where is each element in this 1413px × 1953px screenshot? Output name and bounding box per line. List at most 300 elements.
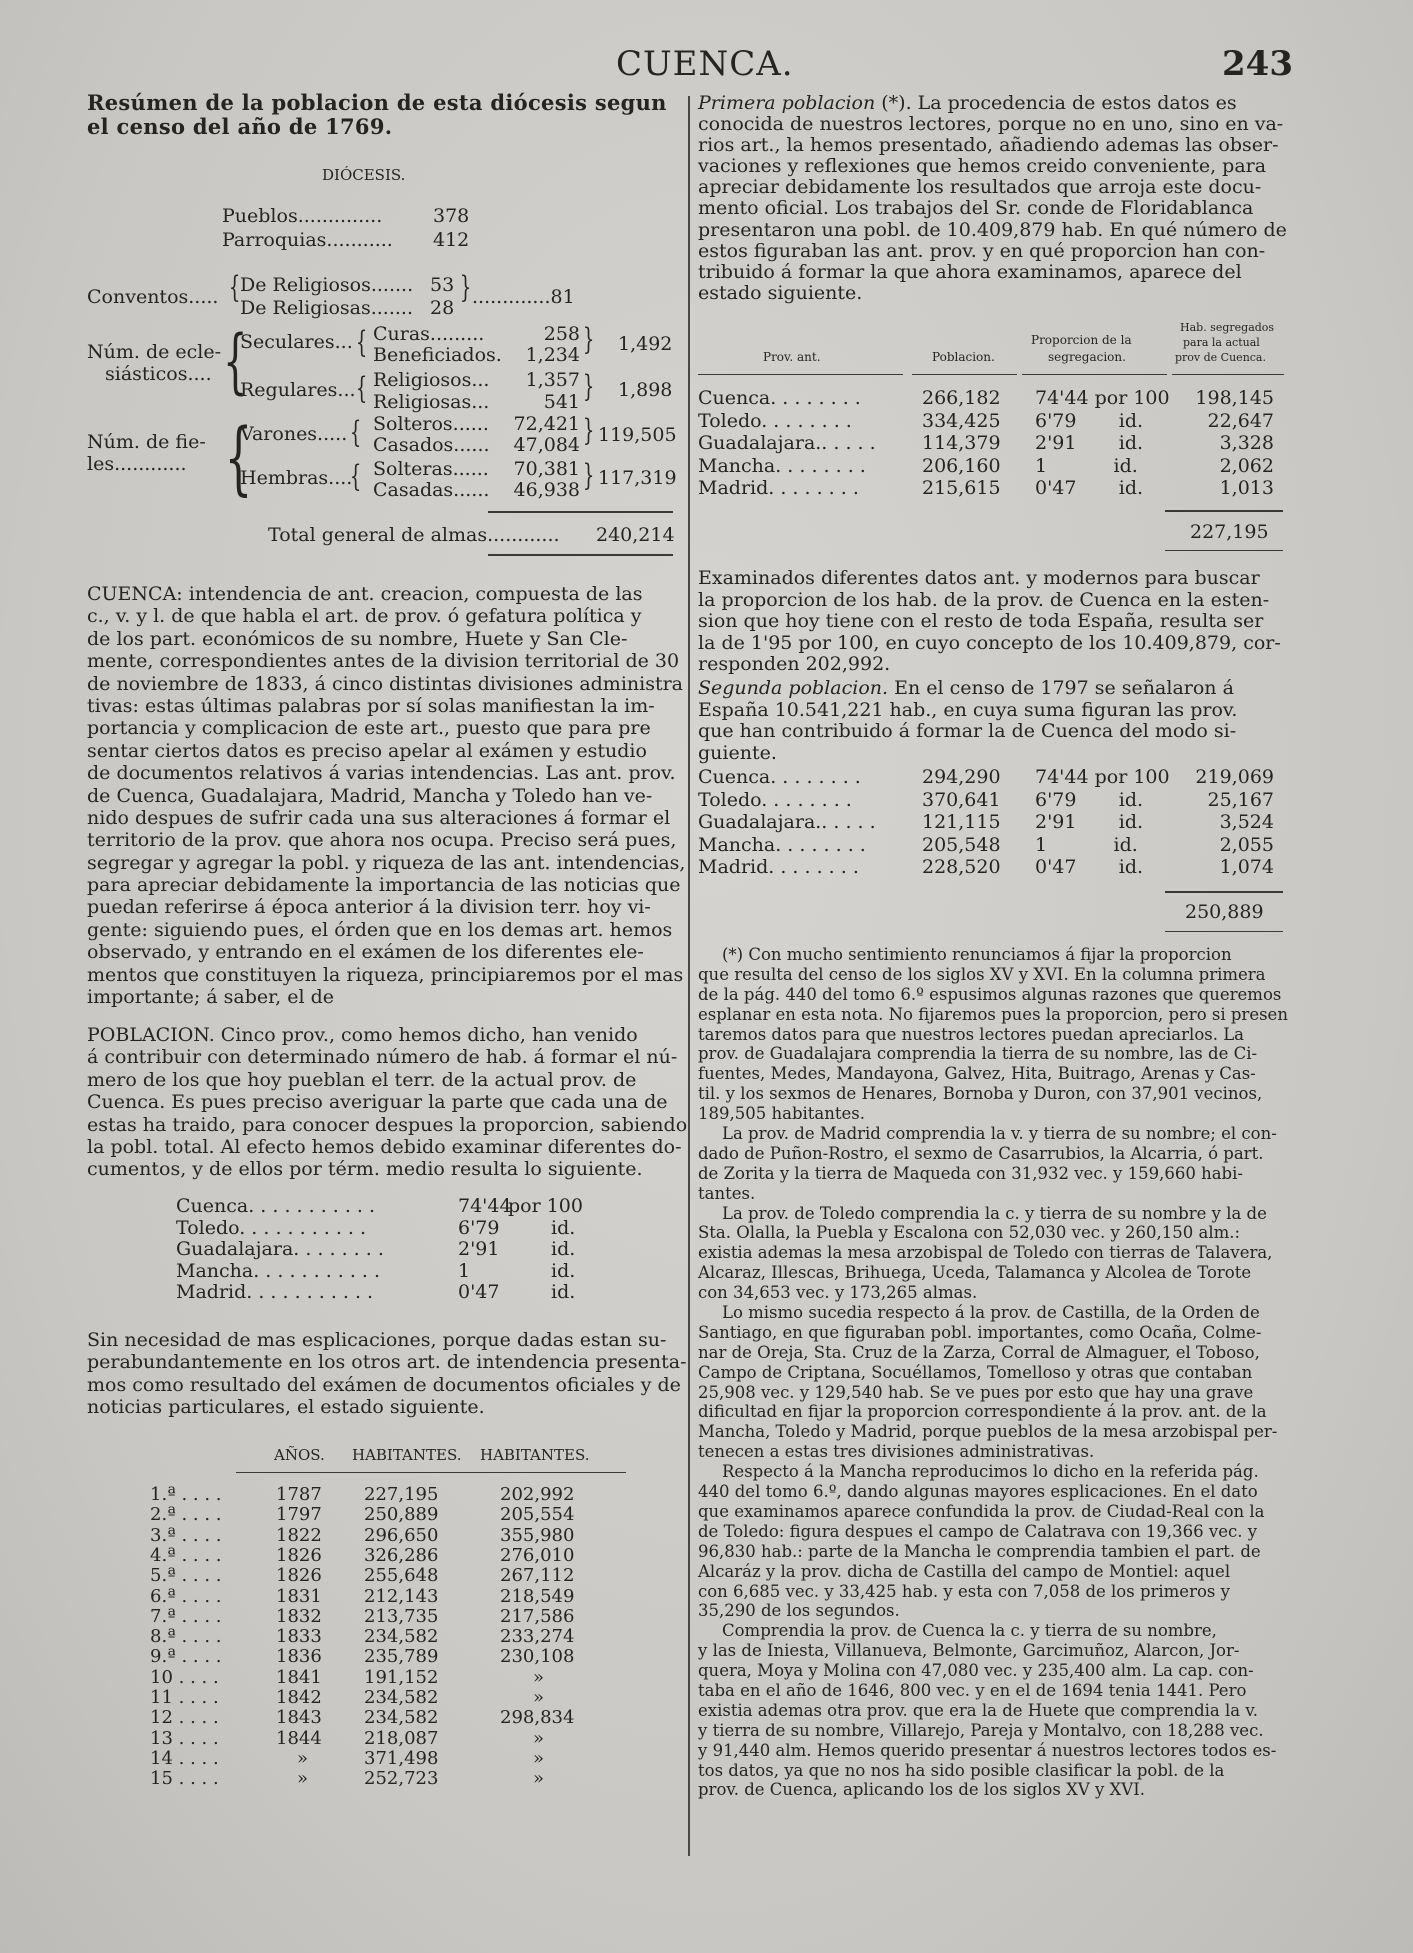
- text-line: mero de los que hoy pueblan el terr. de la actual prov. de: [87, 1068, 637, 1091]
- beneficiados-value: 1,234: [525, 344, 580, 366]
- table-prov: Madrid. . . . . . . .: [698, 856, 859, 878]
- text-line: CUENCA: intendencia de ant. creacion, compuesta de las: [87, 583, 643, 605]
- census-hab-2: »: [533, 1687, 545, 1708]
- text-line: prov. de Guadalajara comprendia la tierra de su nombre, las de Ci-: [698, 1044, 1258, 1064]
- text-line: gente: siguiendo pues, el órden que en los demas art. hemos: [87, 918, 673, 941]
- table-2-total: 250,889: [1185, 901, 1264, 923]
- census-hab-1: 213,735: [364, 1605, 439, 1627]
- table-poblacion: 114,379: [922, 432, 1001, 454]
- table-segregados: 219,069: [1195, 766, 1274, 788]
- table-prov: Guadalajara.. . . . .: [698, 432, 876, 454]
- text-line: que han contribuido á formar la de Cuenca del modo si-: [698, 720, 1237, 742]
- census-index: 14 . . . .: [150, 1747, 219, 1769]
- column-divider: [688, 96, 690, 1856]
- seculares-total: 1,492: [618, 333, 673, 355]
- text-line: taremos datos para que nuestros lectores puedan apreciarlos. La: [698, 1024, 1244, 1044]
- proportion-value: 74'44: [458, 1195, 512, 1217]
- curas-value: 258: [543, 323, 580, 345]
- religiosas-ecl-value: 541: [543, 391, 580, 413]
- header-rule: [912, 374, 1017, 375]
- text-line: c., v. y l. de que habla el art. de prov. ó gefatura política y: [87, 605, 642, 628]
- varones-total: 119,505: [598, 424, 677, 446]
- census-hab-2: 205,554: [500, 1504, 575, 1526]
- header-proporcion-1: Proporcion de la: [1031, 333, 1132, 347]
- census-hab-2: 267,112: [500, 1565, 575, 1587]
- census-hab-1: 218,087: [364, 1727, 439, 1749]
- text-line: Examinados diferentes datos ant. y modernos para buscar: [698, 567, 1260, 589]
- text-line: sion que hoy tiene con el resto de toda España, resulta ser: [698, 610, 1264, 632]
- brace: {: [355, 325, 368, 360]
- italic-lead: Segunda poblacion.: [698, 677, 889, 699]
- text-line: mento oficial. Los trabajos del Sr. conde de Floridablanca: [698, 197, 1254, 220]
- brace: }: [582, 458, 595, 493]
- table-poblacion: 215,615: [922, 477, 1001, 499]
- intro-paragraph: [87, 583, 686, 1009]
- table-prov: Mancha. . . . . . . .: [698, 454, 866, 477]
- text-line: tivas: estas últimas palabras por sí solas manifiestan la im-: [87, 694, 655, 717]
- footnote-paragraph: [698, 1204, 1283, 1303]
- table-segregados: 3,524: [1219, 811, 1274, 833]
- census-year: 1826: [276, 1565, 322, 1587]
- text-line: presentaron una pobl. de 10.409,879 hab. En qué número de: [698, 218, 1287, 241]
- text-line: cumentos, y de ellos por térm. medio resulta lo siguiente.: [87, 1158, 643, 1181]
- census-index: 7.ª . . . .: [150, 1605, 222, 1627]
- text-line: apreciar debidamente los resultados que arroja este docu-: [698, 176, 1262, 199]
- proportion-value: 6'79: [458, 1216, 500, 1239]
- total-almas-label: Total general de almas............: [268, 524, 560, 546]
- solteros-value: 72,421: [513, 413, 580, 435]
- census-year: 1841: [276, 1666, 322, 1688]
- table-segregados: 2,062: [1219, 454, 1274, 477]
- text-line: importante; á saber, el de: [87, 986, 334, 1009]
- conventos-label: Conventos.....: [87, 286, 219, 308]
- census-hab-1: 250,889: [364, 1504, 439, 1526]
- text-line: responden 202,992.: [698, 653, 891, 675]
- sum-rule: [1165, 550, 1283, 551]
- census-hab-1: 234,582: [364, 1626, 439, 1648]
- text-line: tenecen a estas tres divisiones administrativas.: [698, 1442, 1095, 1462]
- text-line: La prov. de Madrid comprendia la v. y tierra de su nombre; el con-: [722, 1124, 1277, 1144]
- text-line: para apreciar debidamente la importancia de las noticias que: [87, 874, 681, 897]
- brace: }: [582, 322, 595, 357]
- header-rule: [1022, 374, 1167, 375]
- census-index: 10 . . . .: [150, 1666, 219, 1688]
- text-line: Cuenca. Es pues preciso averiguar la parte que cada una de: [87, 1091, 668, 1114]
- text-line: fuentes, Medes, Mandayona, Galvez, Hita, Buitrago, Arenas y Cas-: [698, 1064, 1256, 1084]
- brace: }: [582, 369, 595, 404]
- text-line: y 91,440 alm. Hemos querido presentar á nuestros lectores todos es-: [698, 1740, 1277, 1760]
- census-hab-1: 212,143: [364, 1585, 439, 1607]
- text-line: 440 del tomo 6.º, dando algunas mayores esplicaciones. En el dato: [698, 1482, 1258, 1502]
- total-rule: [488, 554, 673, 556]
- religiosas-label: De Religiosas.......: [240, 297, 414, 319]
- text-line: (*) Con mucho sentimiento renunciamos á fijar la proporcion: [722, 945, 1232, 964]
- census-year: 1822: [276, 1524, 322, 1546]
- text-line: tribuido á formar la que ahora examinamos, aparece del: [698, 260, 1242, 283]
- text-line: Sta. Olalla, la Puebla y Escalona con 52,030 vec. y 260,150 alm.:: [698, 1223, 1241, 1243]
- proportion-unit: id.: [551, 1216, 576, 1239]
- text-line: portancia y complicacion de este art., puesto que para pre: [87, 717, 651, 740]
- text-line: guiente.: [698, 741, 777, 764]
- text-line: vaciones y reflexiones que hemos creido conveniente, para: [698, 155, 1267, 178]
- text-line: España 10.541,221 hab., en cuya suma figuran las prov.: [698, 698, 1238, 721]
- census-hab-1: 235,789: [364, 1646, 439, 1668]
- table-segregados: 198,145: [1195, 387, 1274, 409]
- table-poblacion: 294,290: [922, 766, 1001, 788]
- text-line: segregar y agregar la pobl. y riqueza de las ant. intendencias,: [87, 851, 686, 874]
- regulares-label: Regulares...: [240, 379, 356, 401]
- table-segregados: 2,055: [1219, 833, 1274, 856]
- census-hab-1: 296,650: [364, 1524, 439, 1546]
- sin-paragraph: [87, 1329, 687, 1420]
- text-line: la proporcion de los hab. de la prov. de Cuenca en la esten-: [698, 588, 1270, 611]
- text-line: 189,505 habitantes.: [698, 1104, 865, 1124]
- religiosos-value: 53: [430, 274, 455, 296]
- text-line: de los part. económicos de su nombre, Huete y San Cle-: [87, 627, 628, 650]
- text-line: Alcaráz y la prov. dicha de Castilla del campo de Montiel: aquel: [698, 1561, 1231, 1581]
- census-year: 1843: [276, 1707, 322, 1729]
- table-1-total: 227,195: [1190, 521, 1269, 543]
- parroquias-label: Parroquias...........: [222, 229, 393, 251]
- census-index: 15 . . . .: [150, 1768, 219, 1790]
- casadas-value: 46,938: [513, 479, 580, 501]
- table-prov: Mancha. . . . . . . .: [698, 833, 866, 856]
- solteras-label: Solteras......: [373, 458, 489, 480]
- text-line: mentos que constituyen la riqueza, principiaremos por el mas: [87, 963, 684, 986]
- table-poblacion: 121,115: [922, 811, 1001, 833]
- header-rule: [698, 374, 903, 375]
- text-line: y las de Iniesta, Villanueva, Belmonte, Garcimuñoz, Alarcon, Jor-: [698, 1641, 1240, 1661]
- brace: {: [349, 459, 362, 494]
- sum-rule: [1165, 891, 1283, 893]
- pueblos-value: 378: [433, 205, 470, 227]
- text-line: la de 1'95 por 100, en cuyo concepto de los 10.409,879, cor-: [698, 631, 1281, 654]
- table-poblacion: 334,425: [922, 409, 1001, 432]
- text-line: nar de Oreja, Sta. Cruz de la Zarza, Corral de Almaguer, el Toboso,: [698, 1342, 1260, 1362]
- text-line: La prov. de Toledo comprendia la c. y tierra de su nombre y la de: [722, 1203, 1267, 1223]
- table-prov: Toledo. . . . . . . .: [698, 788, 852, 811]
- census-year: 1842: [276, 1687, 322, 1708]
- text-line: 35,290 de los segundos.: [698, 1601, 900, 1621]
- diocesis-label: DIÓCESIS.: [322, 166, 406, 184]
- proportion-name: Madrid. . . . . . . . . . .: [176, 1281, 374, 1303]
- pueblos-label: Pueblos..............: [222, 205, 383, 227]
- proportion-unit: id.: [551, 1259, 576, 1282]
- census-hab-2: 217,586: [500, 1605, 575, 1627]
- running-header-title: CUENCA.: [616, 44, 794, 84]
- summary-heading-line-1: Resúmen de la poblacion de esta diócesis segun: [87, 90, 667, 115]
- census-index: 5.ª . . . .: [150, 1565, 222, 1587]
- text-line: Primera poblacion (*). La procedencia de estos datos es: [698, 92, 1237, 114]
- hembras-total: 117,319: [598, 467, 677, 489]
- header-hab-1: Hab. segregados: [1180, 321, 1275, 334]
- proportion-name: Toledo. . . . . . . . . . .: [176, 1216, 367, 1239]
- primera-poblacion-paragraph: [698, 92, 1287, 304]
- census-header-hab-1: HABITANTES.: [352, 1446, 462, 1464]
- footnote-paragraph: [698, 1124, 1283, 1204]
- text-line: existia ademas la mesa arzobispal de Toledo con tierras de Talavera,: [698, 1243, 1273, 1263]
- header-prov: Prov. ant.: [763, 350, 821, 364]
- text-line: Santiago, en que figuraban pobl. importantes, como Ocaña, Colme-: [698, 1322, 1262, 1342]
- proportion-unit: id.: [551, 1238, 576, 1260]
- table-poblacion: 206,160: [922, 454, 1001, 477]
- text-line: la pobl. total. Al efecto hemos debido examinar diferentes do-: [87, 1135, 682, 1158]
- census-hab-2: 233,274: [500, 1626, 575, 1648]
- religiosos-ecl-value: 1,357: [525, 369, 580, 391]
- text-line: dificultad en fijar la proporcion correspondiente á la prov. ant. de la: [698, 1402, 1267, 1422]
- text-line: que examinamos aparece confundida la prov. de Ciudad-Real con la: [698, 1501, 1265, 1521]
- footnote-paragraph: [698, 1303, 1283, 1462]
- eclesiasticos-label-1: Núm. de ecle-: [87, 341, 222, 363]
- proportion-value: 1: [458, 1259, 471, 1282]
- table-segregados: 1,013: [1219, 477, 1274, 499]
- religiosos-label: De Religiosos.......: [240, 274, 414, 296]
- text-line: dado de Puñon-Rostro, el sexmo de Casarrubios, la Alcarria, ó part.: [698, 1143, 1264, 1163]
- text-line: conocida de nuestros lectores, porque no en uno, sino en va-: [698, 113, 1284, 136]
- seculares-label: Seculares...: [240, 331, 353, 353]
- text-line: perabundantemente en los otros art. de intendencia presenta-: [87, 1351, 687, 1374]
- total-almas-value: 240,214: [596, 524, 675, 546]
- table-segregados: 22,647: [1207, 409, 1274, 432]
- census-hab-2: »: [533, 1768, 545, 1790]
- census-index: 8.ª . . . .: [150, 1626, 222, 1648]
- table-proporcion: 6'79 id.: [1035, 788, 1144, 811]
- census-hab-2: 230,108: [500, 1646, 575, 1668]
- census-hab-1: 234,582: [364, 1707, 439, 1729]
- brace: }: [582, 413, 595, 448]
- religiosas-ecl-label: Religiosas...: [373, 391, 490, 413]
- text-line: taba en el año de 1646, 800 vec. y en el de 1694 tenia 1441. Pero: [698, 1680, 1247, 1700]
- table-proporcion: 74'44 por 100: [1035, 766, 1170, 788]
- census-hab-2: »: [533, 1747, 545, 1769]
- text-line: y tierra de su nombre, Villarejo, Pareja y Montalvo, con 18,288 vec.: [698, 1720, 1264, 1740]
- table-prov: Cuenca. . . . . . . .: [698, 766, 861, 788]
- parroquias-value: 412: [433, 229, 470, 251]
- census-index: 2.ª . . . .: [150, 1504, 222, 1526]
- sum-rule: [1165, 510, 1283, 512]
- text-line: Lo mismo sucedia respecto á la prov. de Castilla, de la Orden de: [722, 1303, 1260, 1323]
- sum-rule: [488, 511, 673, 513]
- text-line: con 6,685 vec. y 33,425 hab. y esta con 7,058 de los primeros y: [698, 1581, 1230, 1601]
- italic-lead: Primera poblacion: [698, 92, 876, 114]
- header-proporcion-2: segregacion.: [1048, 350, 1126, 364]
- text-line: Mancha, Toledo y Madrid, porque pueblos de la mesa arzobispal per-: [698, 1422, 1278, 1442]
- text-line: Alcaraz, Illescas, Brihuega, Uceda, Talamanca y Alcolea de Torote: [698, 1263, 1252, 1283]
- text-line: á contribuir con determinado número de hab. á formar el nú-: [87, 1046, 678, 1069]
- table-prov: Madrid. . . . . . . .: [698, 477, 859, 499]
- header-poblacion: Poblacion.: [932, 350, 995, 364]
- census-year: 1844: [276, 1727, 322, 1749]
- census-hab-1: 252,723: [364, 1768, 439, 1790]
- brace: {: [228, 270, 241, 305]
- census-hab-1: 255,648: [364, 1565, 439, 1587]
- beneficiados-label: Beneficiados.: [373, 344, 502, 366]
- census-year: 1831: [276, 1585, 322, 1607]
- religiosos-ecl-label: Religiosos...: [373, 369, 490, 391]
- census-index: 3.ª . . . .: [150, 1524, 222, 1546]
- text-line: POBLACION. Cinco prov., como hemos dicho, han venido: [87, 1024, 638, 1046]
- page-number: 243: [1222, 44, 1293, 84]
- casados-value: 47,084: [513, 434, 580, 456]
- census-hab-1: 234,582: [364, 1687, 439, 1708]
- varones-label: Varones.....: [240, 423, 348, 445]
- census-hab-1: 371,498: [364, 1747, 439, 1769]
- text-line: nido despues de sufrir cada una sus alteraciones á formar el: [87, 806, 671, 829]
- text-line: territorio de la prov. que ahora nos ocupa. Preciso será pues,: [87, 829, 677, 852]
- census-index: 4.ª . . . .: [150, 1544, 222, 1566]
- text-line: de Zorita y la tierra de Maqueda con 31,932 vec. y 159,660 habi-: [698, 1163, 1243, 1183]
- census-year: 1832: [276, 1605, 322, 1627]
- census-index: 6.ª . . . .: [150, 1585, 222, 1607]
- text-line: quera, Moya y Molina con 47,080 vec. y 235,400 alm. La cap. con-: [698, 1661, 1254, 1681]
- census-hab-1: 227,195: [364, 1484, 439, 1505]
- footnote: [698, 945, 1288, 1800]
- census-year: 1787: [276, 1484, 322, 1505]
- sum-rule: [1165, 931, 1283, 932]
- table-poblacion: 205,548: [922, 833, 1001, 856]
- text-line: Sin necesidad de mas esplicaciones, porque dadas estan su-: [87, 1329, 667, 1351]
- census-hab-2: 355,980: [500, 1524, 575, 1546]
- census-year: 1836: [276, 1646, 322, 1668]
- text-line: que resulta del censo de los siglos XV y XVI. En la columna primera: [698, 964, 1266, 984]
- text-line: tos datos, ya que no nos ha sido posible clasificar la pobl. de la: [698, 1760, 1225, 1780]
- examinados-paragraph: [698, 568, 1282, 676]
- brace: {: [349, 415, 362, 450]
- census-index: 9.ª . . . .: [150, 1646, 222, 1668]
- census-hab-2: 202,992: [500, 1484, 575, 1505]
- text-line: estas ha traido, para conocer despues la proporcion, sabiendo: [87, 1113, 688, 1136]
- census-header-hab-2: HABITANTES.: [480, 1446, 590, 1464]
- solteras-value: 70,381: [513, 458, 580, 480]
- hembras-label: Hembras....: [240, 467, 353, 489]
- conventos-total: .............81: [472, 286, 575, 308]
- summary-heading-line-2: el censo del año de 1769.: [87, 114, 393, 139]
- casados-label: Casados......: [373, 434, 490, 456]
- text-line: Comprendia la prov. de Cuenca la c. y tierra de su nombre,: [722, 1621, 1217, 1641]
- curas-label: Curas.........: [373, 323, 485, 345]
- footnote-paragraph: [698, 1462, 1283, 1621]
- census-hab-2: 298,834: [500, 1707, 575, 1729]
- table-proporcion: 2'91 id.: [1035, 432, 1144, 454]
- table-segregados: 1,074: [1219, 856, 1274, 878]
- table-proporcion: 0'47 id.: [1035, 477, 1144, 499]
- text-line: noticias particulares, el estado siguiente.: [87, 1396, 485, 1419]
- brace: }: [459, 270, 472, 305]
- text-line: Segunda poblacion. En el censo de 1797 se señalaron á: [698, 677, 1234, 699]
- brace: {: [355, 371, 368, 406]
- table-proporcion: 6'79 id.: [1035, 409, 1144, 432]
- census-header-years: AÑOS.: [274, 1446, 325, 1464]
- proportion-name: Mancha. . . . . . . . . . .: [176, 1259, 381, 1282]
- text-line: 96,830 hab.: parte de la Mancha le comprendia tambien el part. de: [698, 1541, 1261, 1561]
- text-line: tantes.: [698, 1183, 756, 1203]
- header-hab-2: para la actual: [1183, 336, 1260, 349]
- table-proporcion: 1 id.: [1035, 454, 1138, 477]
- text-line: de Toledo: figura despues el campo de Calatrava con 19,366 vec. y: [698, 1521, 1258, 1541]
- census-hab-2: 276,010: [500, 1544, 575, 1566]
- text-line: mos como resultado del exámen de documentos oficiales y de: [87, 1373, 681, 1396]
- table-poblacion: 266,182: [922, 387, 1001, 409]
- census-index: 11 . . . .: [150, 1687, 219, 1708]
- table-proporcion: 2'91 id.: [1035, 811, 1144, 833]
- header-hab-3: prov de Cuenca.: [1175, 351, 1266, 364]
- census-hab-1: 326,286: [364, 1544, 439, 1566]
- table-poblacion: 228,520: [922, 856, 1001, 878]
- text-line: Campo de Criptana, Socuéllamos, Tomelloso y otras que contaban: [698, 1362, 1253, 1382]
- text-line: Respecto á la Mancha reproducimos lo dicho en la referida pág.: [722, 1462, 1259, 1482]
- text-line: de noviembre de 1833, á cinco distintas divisiones administra: [87, 672, 684, 695]
- census-hab-2: 218,549: [500, 1585, 575, 1607]
- fieles-label-1: Núm. de fie-: [87, 431, 206, 453]
- text-line: de documentos relativos á varias intendencias. Las ant. prov.: [87, 762, 676, 785]
- text-line: de Cuenca, Guadalajara, Madrid, Mancha y Toledo han ve-: [87, 784, 653, 807]
- table-proporcion: 0'47 id.: [1035, 856, 1144, 878]
- proportion-name: Cuenca. . . . . . . . . . .: [176, 1195, 376, 1217]
- text-line: observado, y entrando en el exámen de los diferentes ele-: [87, 941, 644, 964]
- text-line: puedan referirse á época anterior á la division terr. hoy vi-: [87, 896, 651, 919]
- census-year: 1826: [276, 1544, 322, 1566]
- text-line: existia ademas otra prov. que era la de Huete que comprendia la v.: [698, 1700, 1258, 1720]
- census-index: 12 . . . .: [150, 1707, 219, 1729]
- census-index: 1.ª . . . .: [150, 1484, 222, 1505]
- fieles-label-2: les............: [87, 453, 187, 475]
- text-line: estos figuraban las ant. prov. y en qué proporcion han con-: [698, 239, 1266, 262]
- census-year: »: [297, 1747, 309, 1769]
- text-line: de la pág. 440 del tomo 6.º espusimos algunas razones que queremos: [698, 984, 1282, 1004]
- text-line: mente, correspondientes antes de la division territorial de 30: [87, 650, 680, 673]
- census-year: 1833: [276, 1626, 322, 1648]
- text-line: con 34,653 vec. y 173,265 almas.: [698, 1283, 978, 1303]
- census-index: 13 . . . .: [150, 1727, 219, 1749]
- table-poblacion: 370,641: [922, 788, 1001, 811]
- footnote-paragraph: [698, 945, 1288, 1124]
- text-line: sentar ciertos datos es preciso apelar al exámen y estudio: [87, 739, 647, 762]
- regulares-total: 1,898: [618, 379, 673, 401]
- table-prov: Guadalajara.. . . . .: [698, 811, 876, 833]
- brace: {: [224, 411, 253, 504]
- census-hab-2: »: [533, 1727, 545, 1749]
- header-rule: [1172, 374, 1284, 375]
- text-line: estado siguiente.: [698, 281, 863, 304]
- text-line: rios art., la hemos presentado, añadiendo ademas las obser-: [698, 134, 1279, 157]
- text-line: esplanar en esta nota. No fijaremos pues la proporcion, pero si presen: [698, 1004, 1288, 1024]
- census-hab-2: »: [533, 1666, 545, 1688]
- text-line: 25,908 vec. y 129,540 hab. Se ve pues por esto que hay una grave: [698, 1382, 1254, 1402]
- footnote-paragraph: [698, 1621, 1283, 1800]
- religiosas-value: 28: [430, 297, 455, 319]
- proportion-unit: por 100: [508, 1195, 583, 1217]
- eclesiasticos-label-2: siásticos....: [105, 363, 212, 385]
- solteros-label: Solteros......: [373, 413, 489, 435]
- proportion-name: Guadalajara. . . . . . . .: [176, 1238, 384, 1260]
- table-proporcion: 74'44 por 100: [1035, 387, 1170, 409]
- text-line: prov. de Cuenca, aplicando los de los siglos XV y XVI.: [698, 1780, 1145, 1800]
- table-proporcion: 1 id.: [1035, 833, 1138, 856]
- table-segregados: 3,328: [1219, 432, 1274, 454]
- casadas-label: Casadas......: [373, 479, 490, 501]
- table-prov: Cuenca. . . . . . . .: [698, 387, 861, 409]
- census-header-rule: [236, 1472, 626, 1473]
- segunda-poblacion-paragraph: [698, 678, 1282, 764]
- proportion-value: 0'47: [458, 1281, 500, 1303]
- table-segregados: 25,167: [1207, 788, 1274, 811]
- census-year: 1797: [276, 1504, 322, 1526]
- table-prov: Toledo. . . . . . . .: [698, 409, 852, 432]
- text-line: til. y los sexmos de Henares, Bornoba y Duron, con 37,901 vecinos,: [698, 1084, 1263, 1104]
- census-year: »: [297, 1768, 309, 1790]
- proportion-unit: id.: [551, 1281, 576, 1303]
- proportion-value: 2'91: [458, 1238, 500, 1260]
